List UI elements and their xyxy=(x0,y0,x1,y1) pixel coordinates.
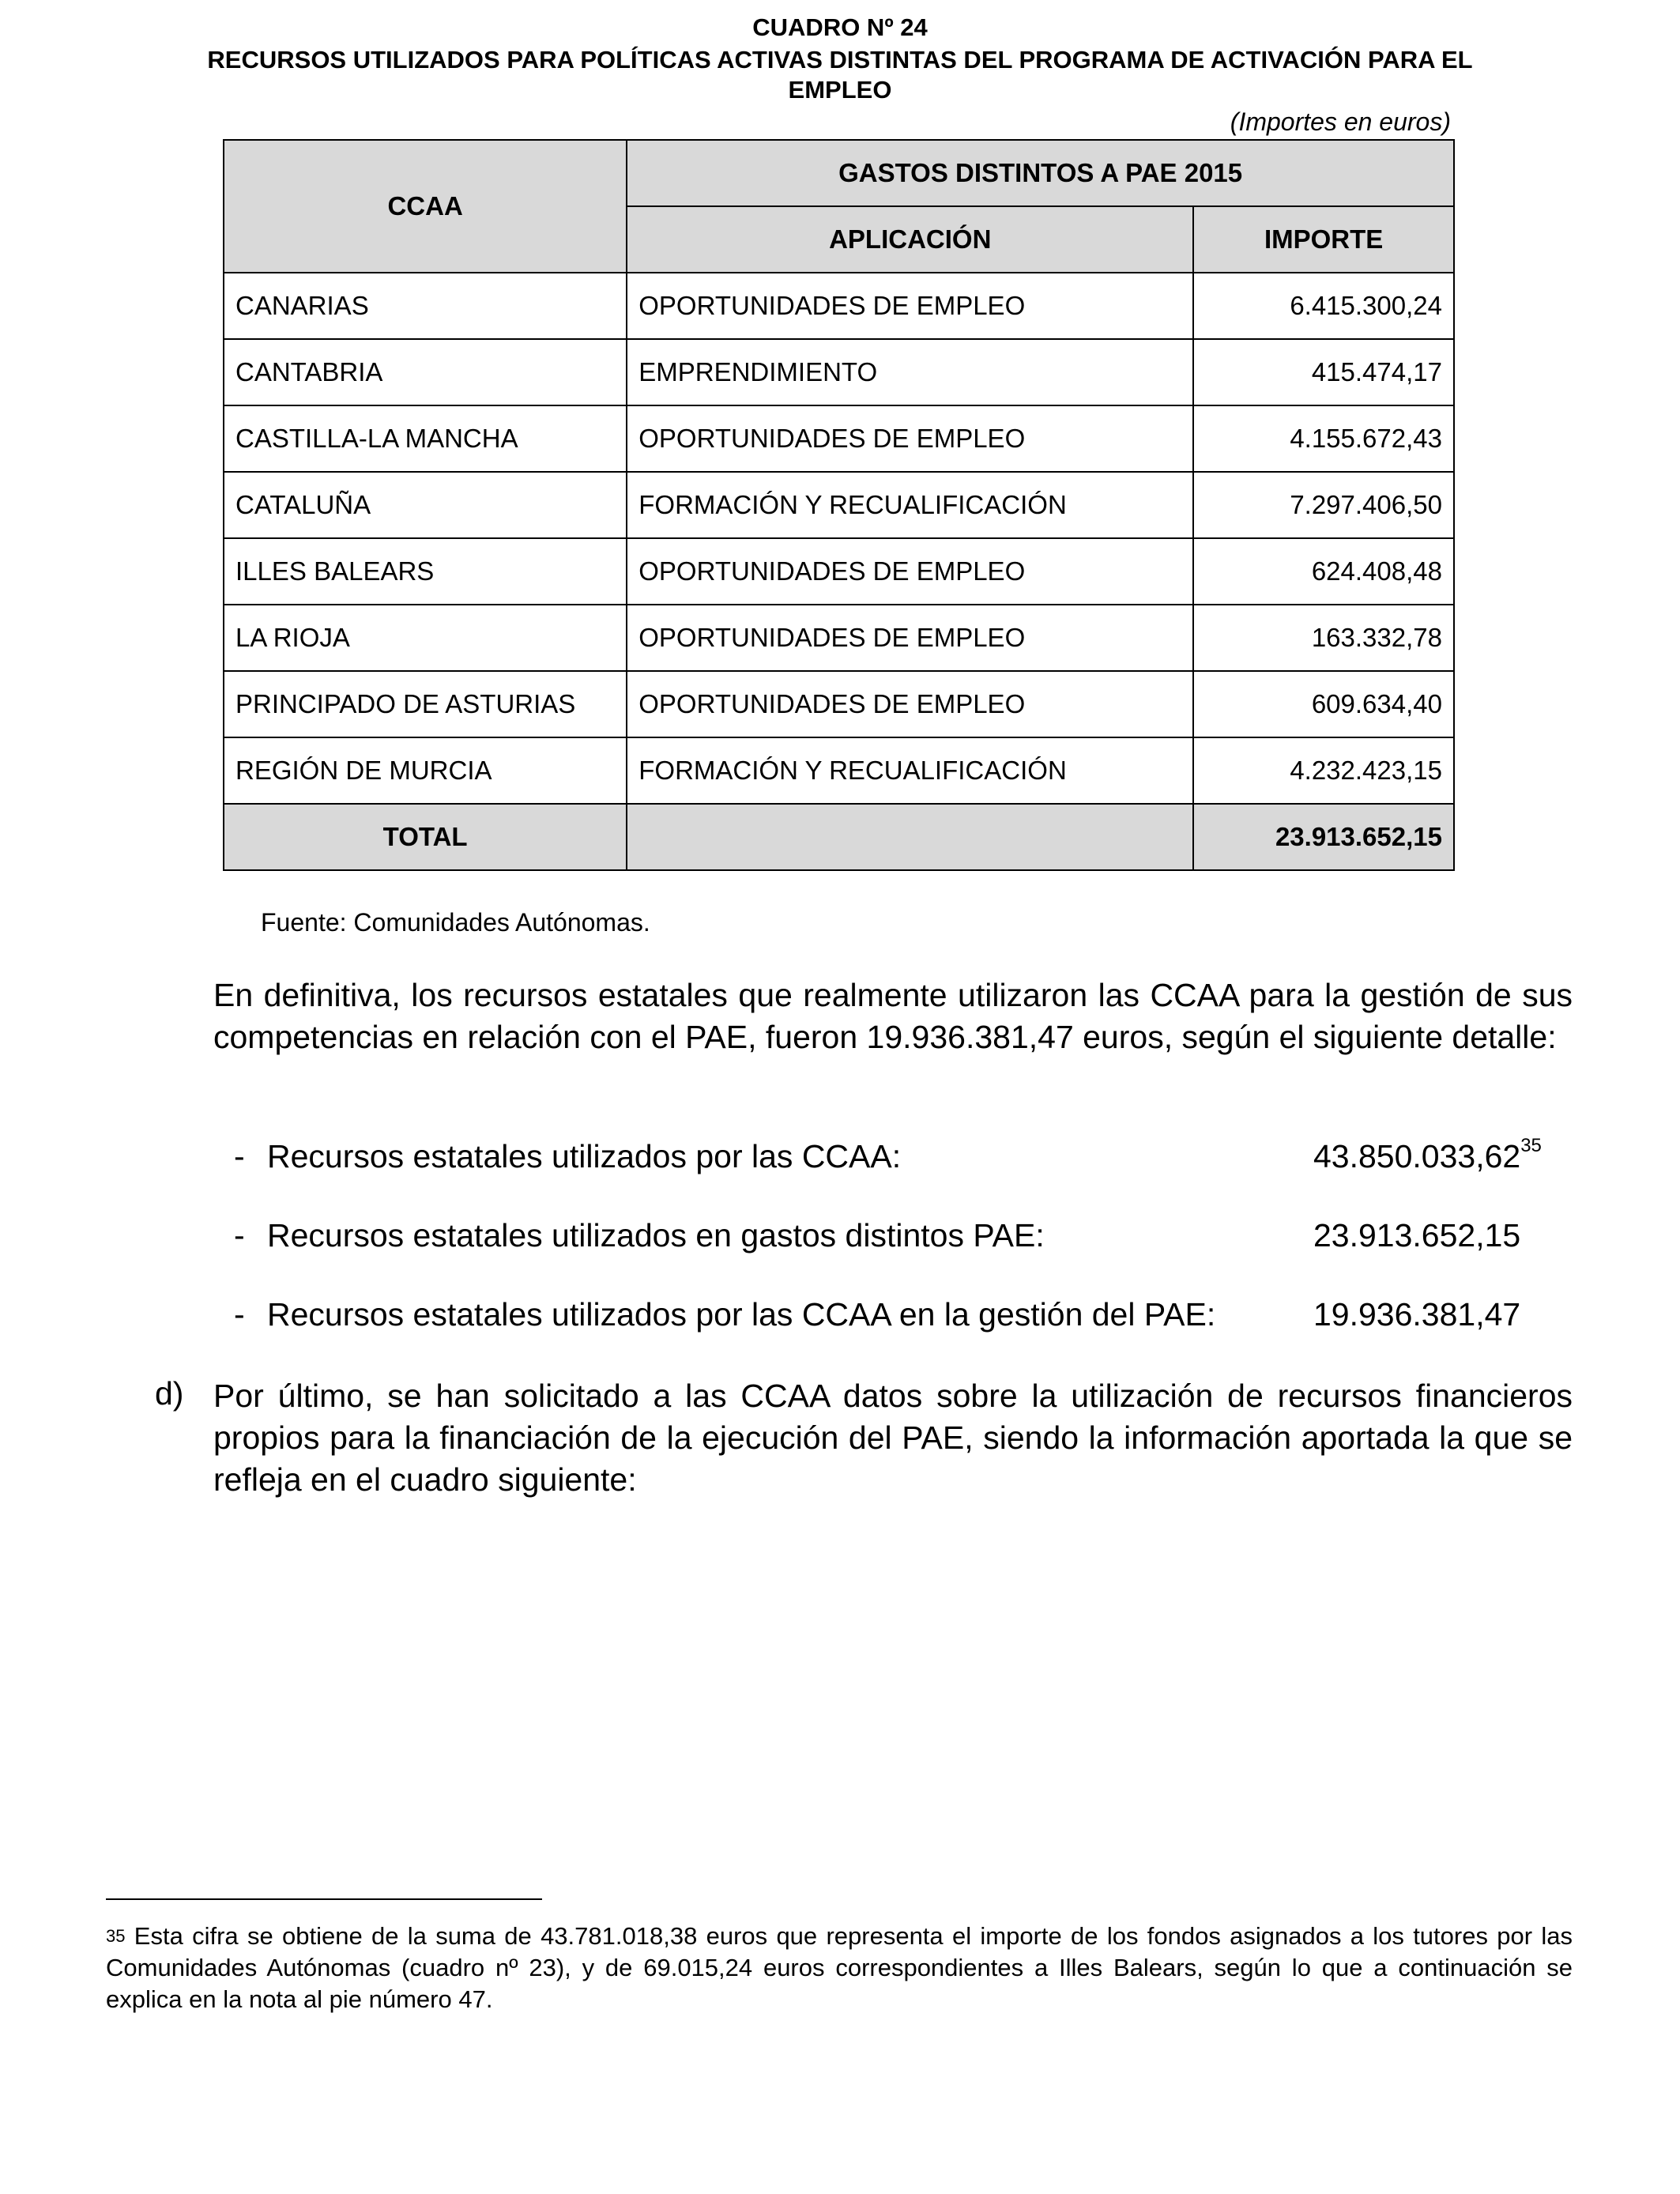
cell-ccaa: LA RIOJA xyxy=(224,605,627,671)
cell-importe: 4.232.423,15 xyxy=(1193,737,1454,804)
bullet-dash: - xyxy=(234,1296,245,1333)
total-empty-cell xyxy=(627,804,1193,870)
footnote-ref: 35 xyxy=(1520,1135,1542,1156)
bullet-item xyxy=(234,1217,1577,1259)
header-importe: IMPORTE xyxy=(1193,206,1454,273)
cell-ccaa: PRINCIPADO DE ASTURIAS xyxy=(224,671,627,737)
table-row xyxy=(224,605,1454,671)
bullet-item xyxy=(234,1135,1577,1180)
footnote-text: Esta cifra se obtiene de la suma de 43.781.018,38 euros que representa el importe de los fondos asignados a los tutores por las Comunidades Autónomas (cuadro nº 23), y de 69.015,24 euros correspondientes a Illes Balears, según lo que a continuación se explica en la nota al pie número 47. xyxy=(106,1922,1573,2013)
cell-aplicacion: OPORTUNIDADES DE EMPLEO xyxy=(627,605,1193,671)
cell-importe: 4.155.672,43 xyxy=(1193,405,1454,472)
cell-aplicacion: OPORTUNIDADES DE EMPLEO xyxy=(627,671,1193,737)
cell-ccaa: CANARIAS xyxy=(224,273,627,339)
item-d-marker: d) xyxy=(155,1375,184,1412)
cell-importe: 7.297.406,50 xyxy=(1193,472,1454,538)
cell-aplicacion: EMPRENDIMIENTO xyxy=(627,339,1193,405)
cell-aplicacion: FORMACIÓN Y RECUALIFICACIÓN xyxy=(627,737,1193,804)
cell-ccaa: ILLES BALEARS xyxy=(224,538,627,605)
bullet-text: Recursos estatales utilizados por las CCAA: xyxy=(267,1138,902,1174)
bullet-value xyxy=(1313,1135,1542,1175)
paragraph-summary: En definitiva, los recursos estatales que realmente utilizaron las CCAA para la gestión de sus competencias en relación con el PAE, fueron 19.936.381,47 euros, según el siguiente detalle: xyxy=(213,977,1573,1055)
total-importe: 23.913.652,15 xyxy=(1193,804,1454,870)
table-row xyxy=(224,339,1454,405)
bullet-dash: - xyxy=(234,1138,245,1174)
cell-ccaa: CASTILLA-LA MANCHA xyxy=(224,405,627,472)
resources-table xyxy=(223,139,1455,871)
footnote xyxy=(106,1921,1573,2015)
footnote-separator xyxy=(106,1898,542,1900)
table-title-number: CUADRO Nº 24 xyxy=(752,13,928,41)
table-row xyxy=(224,671,1454,737)
total-label: TOTAL xyxy=(224,804,627,870)
cell-aplicacion: OPORTUNIDADES DE EMPLEO xyxy=(627,405,1193,472)
bullet-item xyxy=(234,1296,1577,1338)
header-gastos-group: GASTOS DISTINTOS A PAE 2015 xyxy=(627,140,1454,206)
cell-ccaa: REGIÓN DE MURCIA xyxy=(224,737,627,804)
bullet-value: 19.936.381,47 xyxy=(1313,1296,1521,1333)
table-row xyxy=(224,737,1454,804)
header-aplicacion: APLICACIÓN xyxy=(627,206,1193,273)
table-title-line1: RECURSOS UTILIZADOS PARA POLÍTICAS ACTIVAS DISTINTAS DEL PROGRAMA DE ACTIVACIÓN PARA EL xyxy=(207,46,1473,74)
footnote-number: 35 xyxy=(106,1926,126,1946)
table-title-line2: EMPLEO xyxy=(788,76,892,104)
bullet-dash: - xyxy=(234,1217,245,1253)
paragraph-item-d: Por último, se han solicitado a las CCAA datos sobre la utilización de recursos financieros propios para la financiación de la ejecución del PAE, siendo la información aportada la que se refleja en el cuadro siguiente: xyxy=(213,1378,1573,1498)
bullet-value: 23.913.652,15 xyxy=(1313,1217,1521,1253)
source-note: Fuente: Comunidades Autónomas. xyxy=(261,908,650,937)
table-row xyxy=(224,472,1454,538)
bullet-text: Recursos estatales utilizados en gastos distintos PAE: xyxy=(267,1217,1045,1253)
cell-ccaa: CANTABRIA xyxy=(224,339,627,405)
cell-ccaa: CATALUÑA xyxy=(224,472,627,538)
cell-importe: 624.408,48 xyxy=(1193,538,1454,605)
header-ccaa: CCAA xyxy=(224,140,627,273)
cell-importe: 6.415.300,24 xyxy=(1193,273,1454,339)
cell-importe: 415.474,17 xyxy=(1193,339,1454,405)
table-body xyxy=(224,273,1454,804)
bullet-amount: 43.850.033,62 xyxy=(1313,1138,1521,1174)
bullet-text: Recursos estatales utilizados por las CCAA en la gestión del PAE: xyxy=(267,1296,1216,1333)
table-row xyxy=(224,405,1454,472)
table-row xyxy=(224,538,1454,605)
cell-aplicacion: OPORTUNIDADES DE EMPLEO xyxy=(627,273,1193,339)
table-row xyxy=(224,273,1454,339)
cell-aplicacion: OPORTUNIDADES DE EMPLEO xyxy=(627,538,1193,605)
cell-importe: 163.332,78 xyxy=(1193,605,1454,671)
cell-aplicacion: FORMACIÓN Y RECUALIFICACIÓN xyxy=(627,472,1193,538)
cell-importe: 609.634,40 xyxy=(1193,671,1454,737)
units-note: (Importes en euros) xyxy=(1230,107,1451,136)
total-row xyxy=(224,804,1454,870)
